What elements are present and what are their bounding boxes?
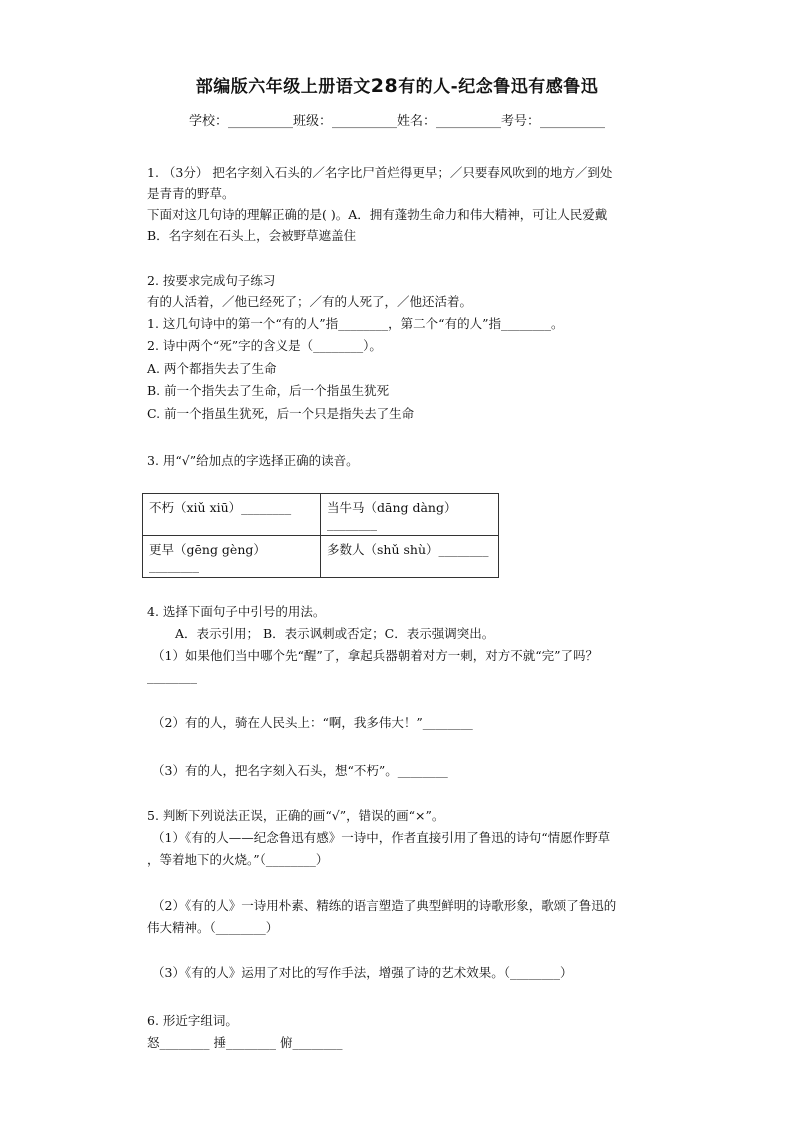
q5-item3: （3）《有的人》运用了对比的写作手法，增强了诗的艺术效果。（________）: [152, 965, 573, 980]
page-title: [0, 72, 794, 97]
q2-option-b: B. 前一个指失去了生命，后一个指虽生犹死: [147, 383, 390, 398]
table-cell: 多数人（shǔ shù）________: [321, 536, 499, 578]
q1-line4: B．名字刻在石头上，会被野草遮盖住: [147, 228, 357, 243]
pinyin-table: [142, 493, 499, 578]
q4-item3: （3）有的人，把名字刻入石头，想“不朽”。________: [152, 763, 448, 778]
title-suffix: 有的人-纪念鲁迅有感鲁迅: [398, 77, 599, 97]
q5-line1: 5. 判断下列说法正误，正确的画“√”，错误的画“×”。: [147, 808, 445, 823]
q5-item1-line1: （1）《有的人——纪念鲁迅有感》一诗中，作者直接引用了鲁迅的诗句“情愿作野草: [152, 830, 611, 845]
q6-line2: 怒________ 捶________ 俯________: [147, 1035, 343, 1050]
table-cell: 更早（gēng gèng）________: [143, 536, 321, 578]
q2-option-c: C. 前一个指虽生犹死，后一个只是指失去了生命: [147, 406, 415, 421]
q2-line3: 1. 这几句诗中的第一个“有的人”指________，第二个“有的人”指________。: [147, 316, 564, 331]
q2-line2: 有的人活着，／他已经死了；／有的人死了，／他还活着。: [147, 294, 473, 309]
title-prefix: 部编版六年级上册语文: [195, 77, 371, 97]
q4-line1: 4. 选择下面句子中引号的用法。: [147, 604, 326, 619]
title-number: 28: [370, 75, 399, 97]
table-cell: 当牛马（dāng dàng）________: [321, 494, 499, 536]
q4-item1-blank: ________: [147, 669, 197, 684]
q2-line4: 2. 诗中两个“死”字的含义是（________）。: [147, 338, 382, 353]
q2-option-a: A. 两个都指失去了生命: [147, 361, 277, 376]
q1-line3: 下面对这几句诗的理解正确的是( )。A．拥有蓬勃生命力和伟大精神，可让人民爱戴: [147, 207, 608, 222]
table-row: [143, 536, 499, 578]
q6-line1: 6. 形近字组词。: [147, 1013, 238, 1028]
q5-item2-line1: （2）《有的人》一诗用朴素、精练的语言塑造了典型鲜明的诗歌形象，歌颂了鲁迅的: [152, 898, 617, 913]
q1-line1: 1. （3分） 把名字刻入石头的／名字比尸首烂得更早；／只要春风吹到的地方／到处: [147, 165, 613, 180]
q2-line1: 2. 按要求完成句子练习: [147, 273, 276, 288]
q4-item2: （2）有的人，骑在人民头上：“啊，我多伟大！”________: [152, 715, 473, 730]
q4-item1: （1）如果他们当中哪个先“醒”了，拿起兵器朝着对方一刺，对方不就“完”了吗？: [152, 648, 599, 663]
table-cell: 不朽（xiǔ xiū）________: [143, 494, 321, 536]
student-info-line: 学校：__________班级：__________姓名：__________考号：__________: [188, 114, 605, 129]
table-row: [143, 494, 499, 536]
q1-line2: 是青青的野草。: [147, 186, 235, 201]
q5-item1-line2: ，等着地下的火烧。”（________）: [147, 852, 329, 867]
q4-options: A．表示引用； B．表示讽刺或否定；C．表示强调突出。: [175, 626, 495, 641]
q3-line1: 3. 用“√”给加点的字选择正确的读音。: [147, 453, 359, 468]
q5-item2-line2: 伟大精神。（________）: [147, 920, 279, 935]
